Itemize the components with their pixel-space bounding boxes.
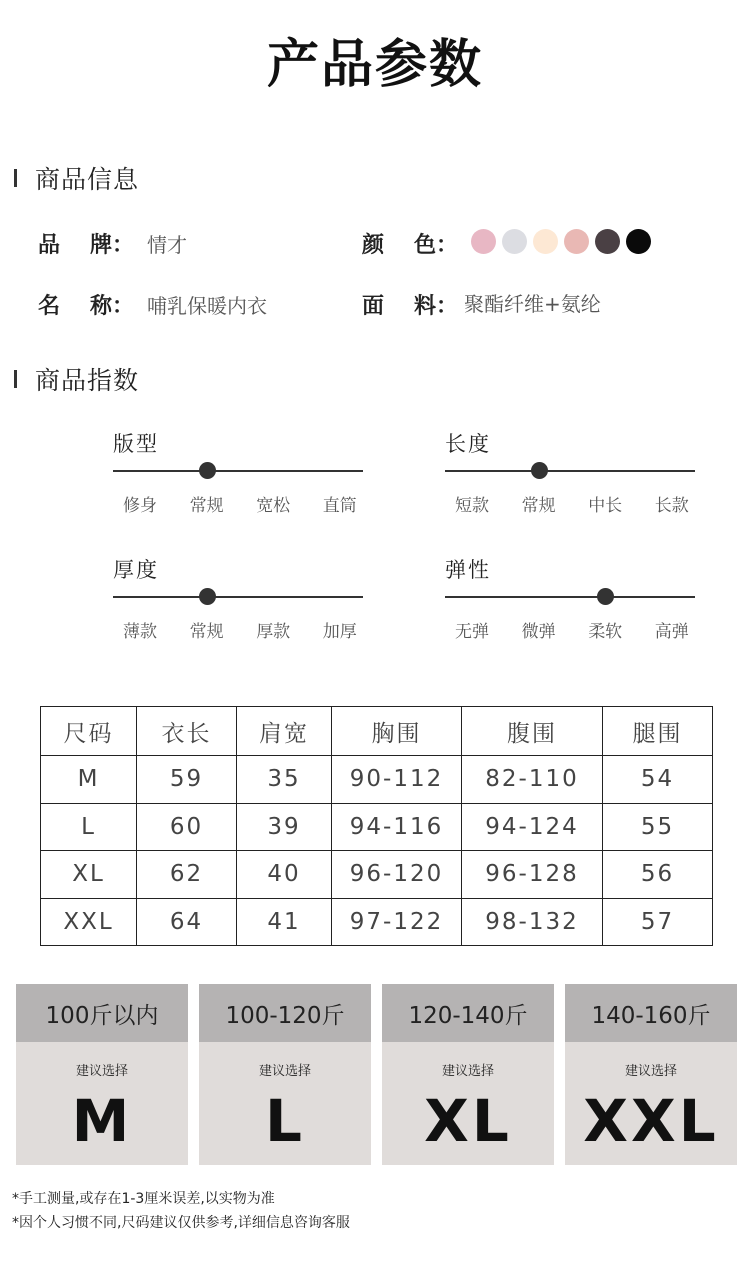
scale-option: 高弹 (654, 622, 689, 642)
color-swatch[interactable] (502, 229, 527, 254)
table-cell: 82-110 (462, 756, 603, 804)
table-cell: 59 (137, 756, 237, 804)
table-cell: 90-112 (332, 756, 462, 804)
brand-label: 品 牌： (38, 233, 135, 258)
section-index-heading (14, 364, 139, 394)
table-row (41, 756, 713, 804)
scale-option: 修身 (123, 496, 157, 516)
color-swatch[interactable] (533, 229, 558, 254)
scale-option: 长款 (654, 496, 689, 516)
color-swatch[interactable] (595, 229, 620, 254)
table-cell: 64 (137, 898, 237, 946)
note-measurement: *手工测量,或存在1-3厘米误差,以实物为准 (12, 1191, 275, 1207)
table-cell: 94-124 (462, 803, 603, 851)
recommend-hint: 建议选择 (624, 1064, 677, 1079)
scale-option: 中长 (588, 496, 623, 516)
scale-track (113, 470, 363, 472)
table-cell: XL (41, 851, 137, 899)
material-value: 聚酯纤维+氨纶 (464, 292, 601, 316)
weight-range: 100斤以内 (16, 984, 188, 1042)
table-cell: 62 (137, 851, 237, 899)
note-size-advice: *因个人习惯不同,尺码建议仅供参考,详细信息咨询客服 (12, 1215, 350, 1231)
scale-track (445, 470, 695, 472)
table-cell: 40 (237, 851, 332, 899)
table-header: 胸围 (332, 707, 462, 756)
table-header: 衣长 (137, 707, 237, 756)
scale-option: 常规 (189, 496, 224, 516)
page-title: 产品参数 (266, 35, 483, 95)
color-swatch[interactable] (564, 229, 589, 254)
table-cell: M (41, 756, 137, 804)
table-header-row (41, 707, 713, 756)
table-header: 肩宽 (237, 707, 332, 756)
scale-indicator (531, 462, 548, 479)
scale-indicator (199, 462, 216, 479)
scale-option: 常规 (521, 496, 556, 516)
table-cell: 54 (603, 756, 713, 804)
section-index-title: 商品指数 (35, 366, 140, 395)
color-swatch[interactable] (626, 229, 651, 254)
scale-option: 薄款 (123, 622, 157, 642)
table-cell: L (41, 803, 137, 851)
recommend-hint: 建议选择 (75, 1064, 128, 1079)
section-marker (14, 169, 17, 187)
recommend-hint: 建议选择 (441, 1064, 494, 1079)
weight-range: 100-120斤 (199, 984, 371, 1042)
color-swatch[interactable] (471, 229, 496, 254)
scale-option: 柔软 (588, 622, 623, 642)
scale-indicator (597, 588, 614, 605)
brand-value: 情才 (147, 233, 187, 257)
scale-option: 常规 (189, 622, 224, 642)
table-row (41, 851, 713, 899)
scale-title: 厚度 (113, 558, 159, 582)
table-header: 腿围 (603, 707, 713, 756)
table-cell: 55 (603, 803, 713, 851)
table-row (41, 898, 713, 946)
size-recommend-card (16, 984, 188, 1165)
size-recommend-card (565, 984, 737, 1165)
table-cell: 56 (603, 851, 713, 899)
recommended-size: L (265, 1087, 305, 1155)
scale-option: 宽松 (256, 496, 291, 516)
scale-title: 弹性 (445, 558, 491, 582)
table-header: 腹围 (462, 707, 603, 756)
size-table (40, 706, 713, 946)
table-cell: 98-132 (462, 898, 603, 946)
scale-title: 长度 (445, 432, 491, 456)
scale-option: 微弹 (521, 622, 556, 642)
table-header: 尺码 (41, 707, 137, 756)
recommend-hint: 建议选择 (258, 1064, 311, 1079)
scale-option: 短款 (455, 496, 489, 516)
scale-option: 加厚 (322, 622, 357, 642)
table-cell: 60 (137, 803, 237, 851)
weight-range: 120-140斤 (382, 984, 554, 1042)
table-cell: 94-116 (332, 803, 462, 851)
table-cell: 57 (603, 898, 713, 946)
name-label: 名 称： (38, 294, 135, 319)
scale-option: 无弹 (455, 622, 489, 642)
scale-indicator (199, 588, 216, 605)
material-label: 面 料： (362, 294, 459, 319)
table-cell: XXL (41, 898, 137, 946)
recommended-size: XL (424, 1087, 512, 1155)
table-cell: 96-120 (332, 851, 462, 899)
table-cell: 96-128 (462, 851, 603, 899)
section-info-heading (14, 163, 139, 193)
table-cell: 97-122 (332, 898, 462, 946)
name-value: 哺乳保暖内衣 (147, 294, 267, 318)
recommended-size: XXL (583, 1087, 719, 1155)
weight-range: 140-160斤 (565, 984, 737, 1042)
color-label: 颜 色： (362, 233, 459, 258)
recommended-size: M (71, 1087, 133, 1155)
scale-title: 版型 (113, 432, 159, 456)
size-recommend-card (382, 984, 554, 1165)
section-info-title: 商品信息 (35, 165, 140, 194)
scale-track (445, 596, 695, 598)
scale-option: 直筒 (322, 496, 357, 516)
size-recommend-card (199, 984, 371, 1165)
table-cell: 39 (237, 803, 332, 851)
scale-track (113, 596, 363, 598)
table-cell: 41 (237, 898, 332, 946)
scale-option: 厚款 (256, 622, 291, 642)
section-marker (14, 370, 17, 388)
table-row (41, 803, 713, 851)
table-cell: 35 (237, 756, 332, 804)
